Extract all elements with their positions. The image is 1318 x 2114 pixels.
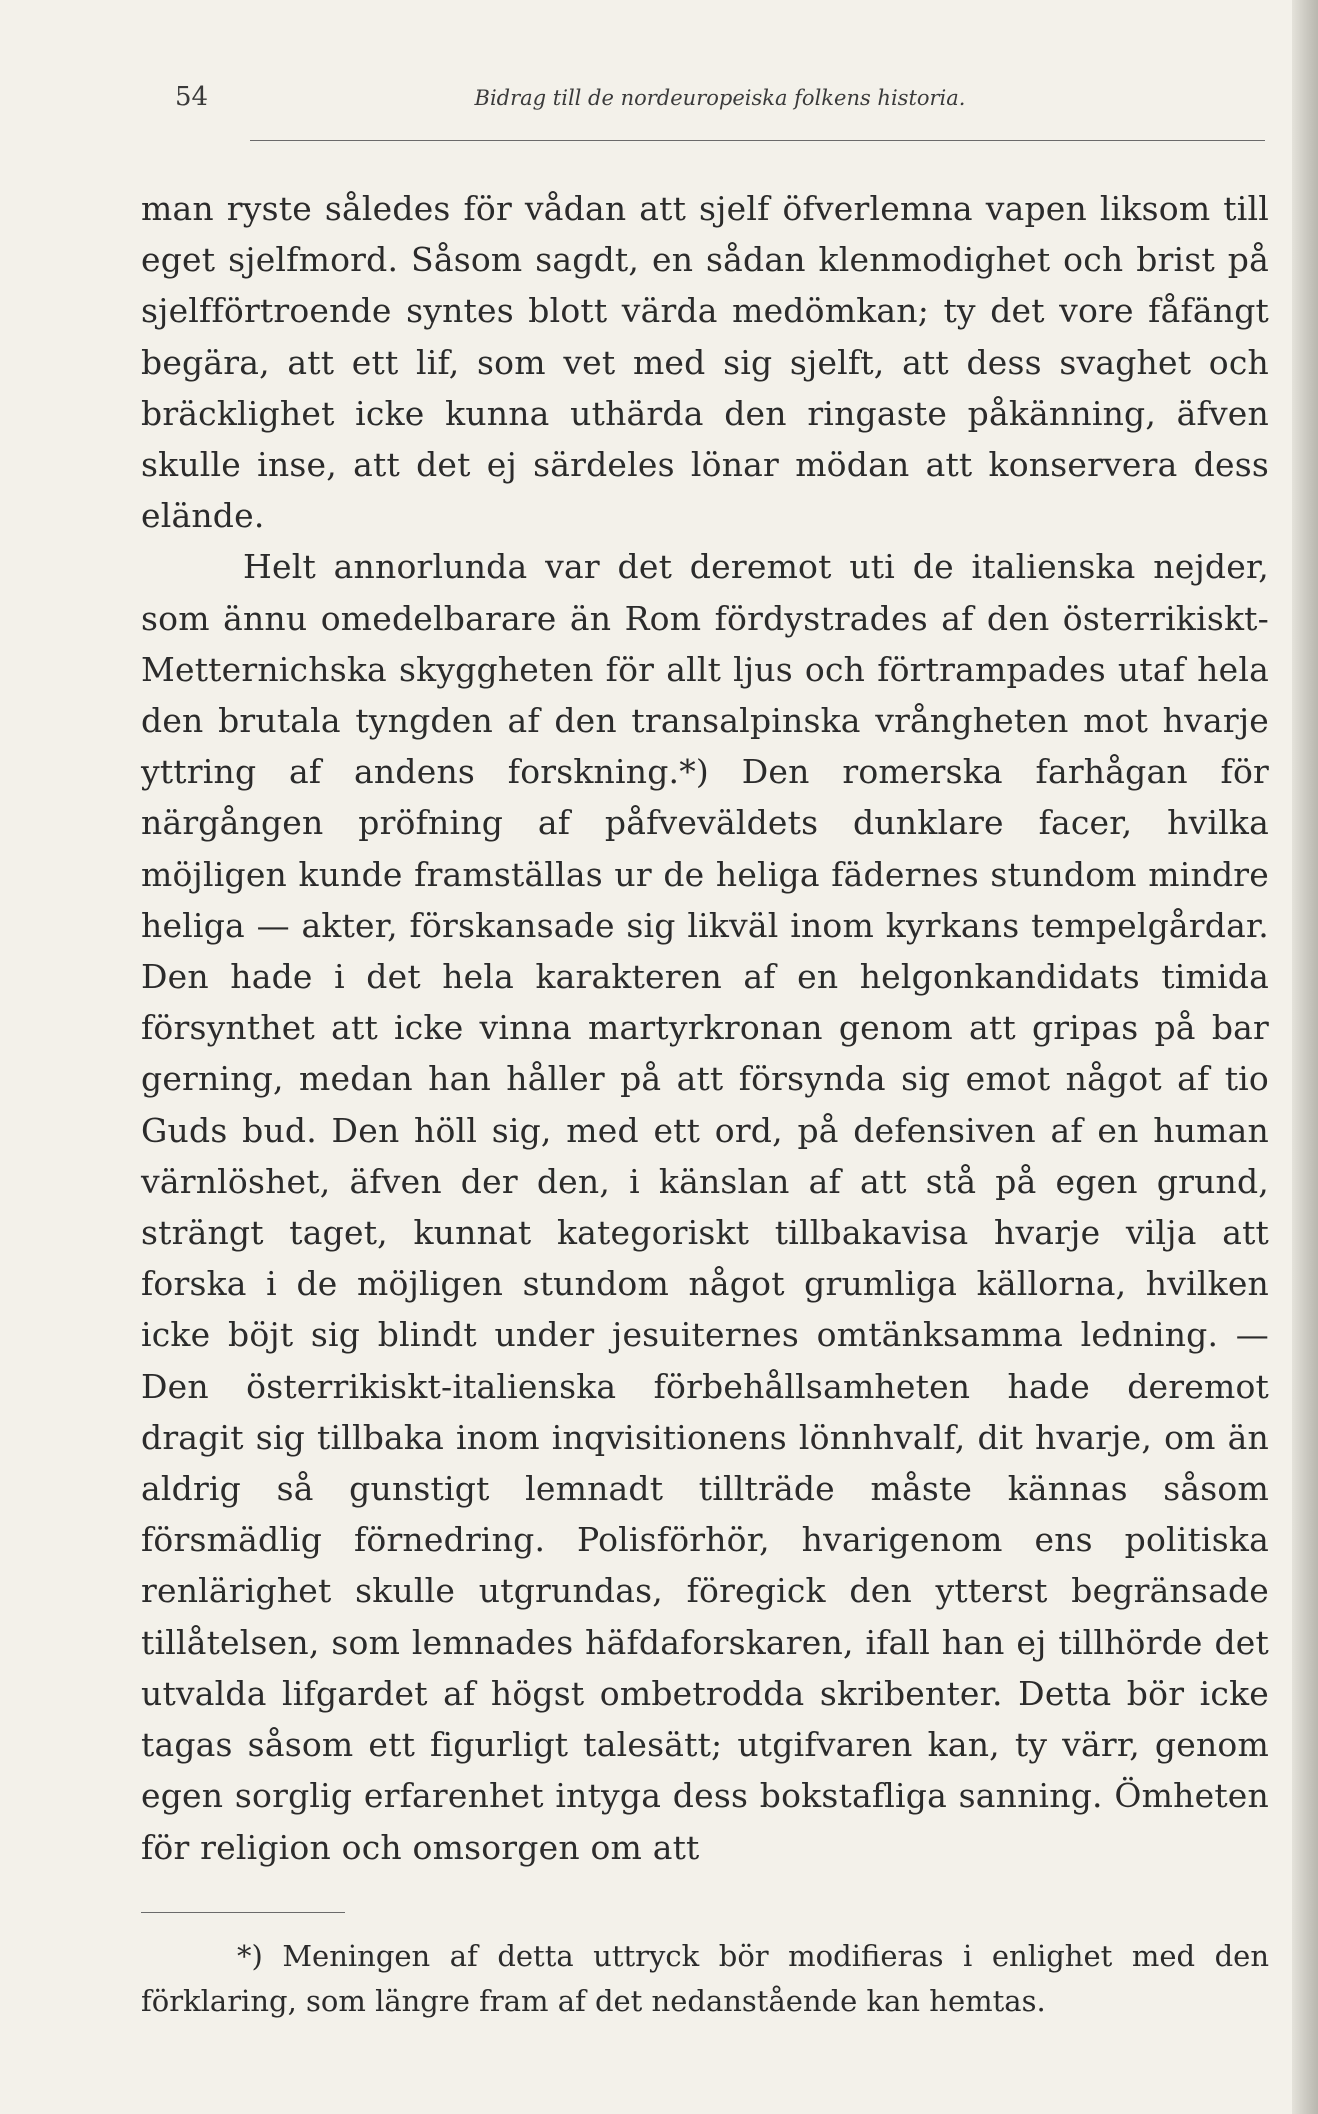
footnote: *) Meningen af detta uttryck bör modifieras i enlighet med den förklaring, som längre fram af det nedanstående kan hemtas. xyxy=(141,1939,1269,2018)
page-edge-shadow xyxy=(1292,0,1318,2114)
page-header xyxy=(175,82,1265,122)
paragraph-2: Helt annorlunda var det deremot uti de italienska nejder, som ännu omedelbarare än Rom fördystrades af den österrikiskt-Metternichska skyggheten för allt ljus och förtrampades utaf hela den brutala tyngden af den transalpinska vrångheten mot hvarje yttring af andens forskning.*) Den romerska farhågan för närgången pröfning af påfveväldets dunklare facer, hvilka möjligen kunde framställas ur de heliga fädernes stundom mindre heliga — akter, förskansade sig likväl inom kyrkans tempelgårdar. Den hade i det hela karakteren af en helgonkandidats timida försynthet att icke vinna martyrkronan genom att gripas på bar gerning, medan han håller på att försynda sig emot något af tio Guds bud. Den höll sig, med ett ord, på defensiven af en human värnlöshet, äfven der den, i känslan af att stå på egen grund, strängt taget, kunnat kategoriskt tillbakavisa hvarje vilja att forska i de möjligen stundom något grumliga källorna, hvilken icke böjt sig blindt under jesuiternes omtänksamma ledning. — Den österrikiskt-italienska förbehållsamheten hade deremot dragit sig tillbaka inom inqvisitionens lönnhvalf, dit hvarje, om än aldrig så gunstigt lemnadt tillträde måste kännas såsom försmädlig förnedring. Polisförhör, hvarigenom ens politiska renlärighet skulle utgrundas, föregick den ytterst begränsade tillåtelsen, som lemnades häfdaforskaren, ifall han ej tillhörde det utvalda lifgardet af högst ombetrodda skribenter. Detta bör icke tagas såsom ett figurligt talesätt; utgifvaren kan, ty värr, genom egen sorglig erfarenhet intyga dess bokstafliga sanning. Ömheten för religion och omsorgen om att xyxy=(141,547,1269,1867)
running-title: Bidrag till de nordeuropeiska folkens historia. xyxy=(474,86,966,110)
paragraph-1: man ryste således för vådan att sjelf öfverlemna vapen liksom till eget sjelfmord. Såsom sagdt, en sådan klenmodighet och brist på sjelfförtroende syntes blott värda medömkan; ty det vore fåfängt begära, att ett lif, som vet med sig sjelft, att dess svaghet och bräcklighet icke kunna uthärda den ringaste påkänning, äfven skulle inse, att det ej särdeles lönar mödan att konservera dess elände. xyxy=(141,189,1269,536)
footnote-rule xyxy=(141,1912,345,1913)
body-text xyxy=(141,183,1269,1873)
header-rule xyxy=(250,140,1265,141)
page-number: 54 xyxy=(175,82,209,112)
